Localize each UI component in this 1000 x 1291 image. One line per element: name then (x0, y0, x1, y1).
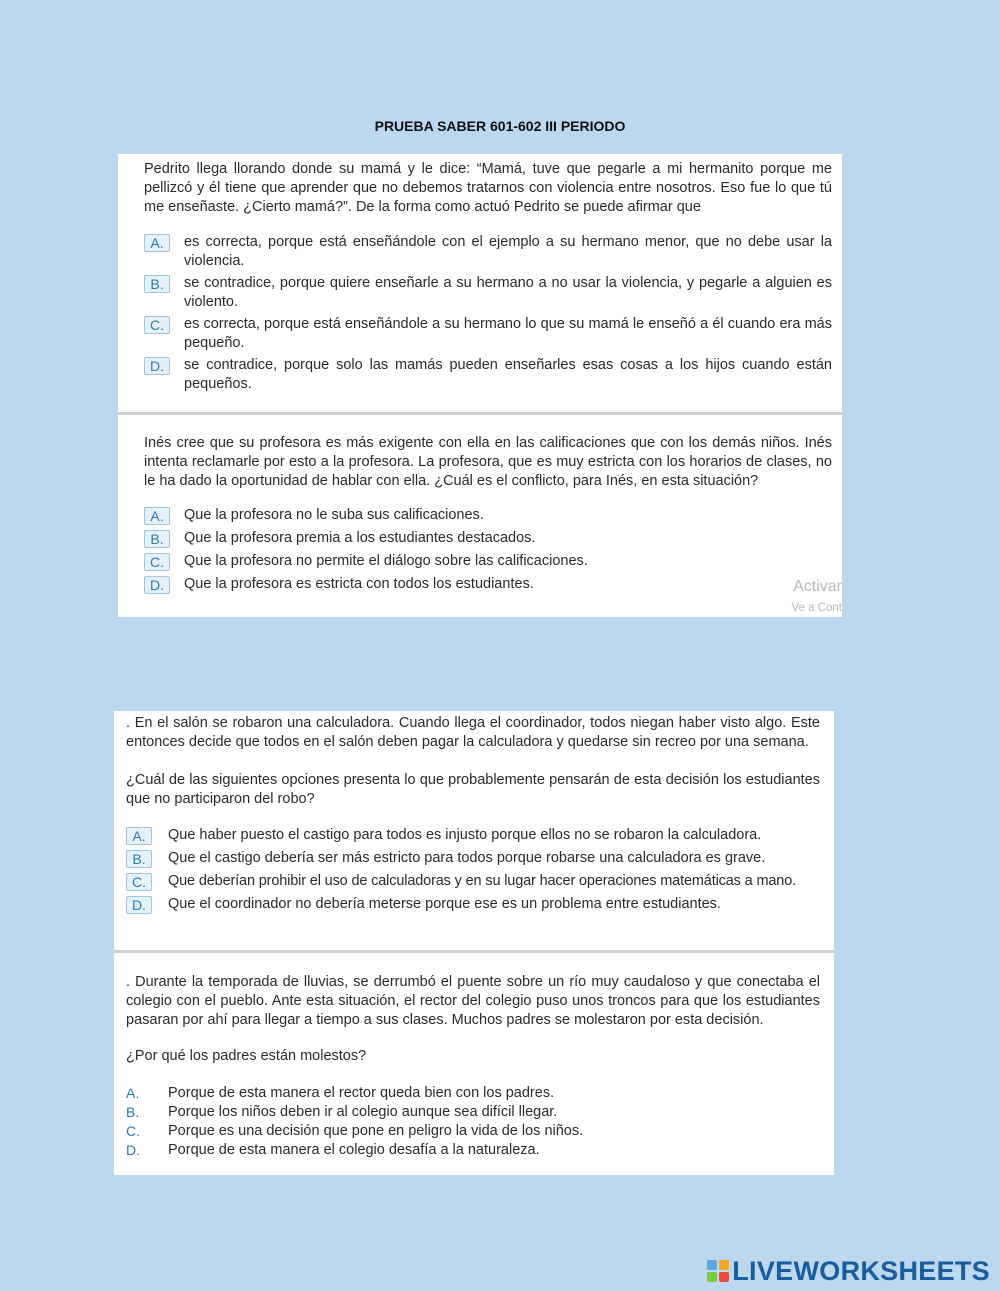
option-d[interactable] (126, 895, 820, 914)
option-letter: C. (126, 873, 152, 891)
question-3-stem: . En el salón se robaron una calculadora. Cuando llega el coordinador, todos niegan haber visto algo. Este entonces decide que todos en el salón deben pagar la calculadora y quedarse sin recreo por una semana. (126, 715, 820, 750)
option-text: Porque los niños deben ir al colegio aunque sea difícil llegar. (168, 1104, 558, 1120)
logo-square (719, 1272, 729, 1282)
option-text: se contradice, porque solo las mamás pueden enseñarles esas cosas a los hijos cuando están pequeños. (184, 357, 832, 392)
liveworksheets-logo[interactable] (707, 1254, 990, 1288)
question-2-panel (118, 415, 842, 617)
question-4-panel (114, 953, 834, 1175)
logo-square (719, 1260, 729, 1270)
option-letter: C. (144, 316, 170, 334)
option-c[interactable] (126, 872, 820, 891)
option-text: Que el coordinador no debería meterse porque ese es un problema entre estudiantes. (168, 896, 721, 912)
option-text: Que la profesora premia a los estudiantes destacados. (184, 530, 536, 546)
option-text: Porque de esta manera el rector queda bien con los padres. (168, 1085, 555, 1101)
question-3-panel (114, 711, 834, 953)
option-text: Que haber puesto el castigo para todos es injusto porque ellos no se robaron la calculadora. (168, 827, 762, 843)
option-c[interactable] (144, 315, 832, 353)
question-2-stem: Inés cree que su profesora es más exigente con ella en las calificaciones que con los demás niños. Inés intenta reclamarle por esto a la profesora. La profesora, que es muy estricta con los horarios de clases, no le ha dado la oportunidad de hablar con ella. ¿Cuál es el conflicto, para Inés, en esta situación? (144, 435, 832, 489)
option-c[interactable] (126, 1122, 820, 1141)
logo-icon (707, 1260, 729, 1282)
option-a[interactable] (144, 233, 832, 271)
question-1-stem: Pedrito llega llorando donde su mamá y le dice: “Mamá, tuve que pegarle a mi hermanito porque me pellizcó y él tiene que aprender que no debemos tratarnos con violencia entre nosotros. Eso fue lo que tú me enseñaste. ¿Cierto mamá?”. De la forma como actuó Pedrito se puede afirmar que (144, 161, 832, 215)
option-d[interactable] (144, 356, 832, 394)
option-letter: C. (144, 553, 170, 571)
option-letter: D. (126, 896, 152, 914)
option-b[interactable] (144, 274, 832, 312)
option-text: Que la profesora no permite el diálogo sobre las calificaciones. (184, 553, 588, 569)
question-4-stem: . Durante la temporada de lluvias, se derrumbó el puente sobre un río muy caudaloso y que conectaba el colegio con el pueblo. Ante esta situación, el rector del colegio puso unos troncos para que los estudiantes pasaran por ahí para llegar a tiempo a sus clases. Muchos padres se molestaron por esta decisión. (126, 974, 820, 1028)
option-letter: A. (126, 1085, 140, 1101)
question-3-options (126, 826, 820, 914)
question-1-options (144, 233, 832, 394)
logo-text: LIVEWORKSHEETS (732, 1255, 990, 1286)
option-letter: B. (126, 850, 152, 868)
option-b[interactable] (126, 1103, 820, 1122)
question-2-options (144, 506, 832, 594)
option-text: Porque de esta manera el colegio desafía a la naturaleza. (168, 1142, 540, 1158)
option-letter: A. (144, 234, 170, 252)
option-letter: C. (126, 1123, 140, 1139)
option-letter: B. (144, 275, 170, 293)
question-3-prompt: ¿Cuál de las siguientes opciones presenta lo que probablemente pensarán de esta decisión los estudiantes que no participaron del robo? (126, 772, 820, 807)
option-text: Porque es una decisión que pone en peligro la vida de los niños. (168, 1123, 584, 1139)
activation-watermark-sub: Ve a Cont (791, 602, 842, 614)
question-4-prompt: ¿Por qué los padres están molestos? (126, 1048, 367, 1064)
option-letter: B. (144, 530, 170, 548)
logo-square (707, 1260, 717, 1270)
option-letter: D. (144, 576, 170, 594)
option-letter: D. (126, 1142, 140, 1158)
option-letter: A. (126, 827, 152, 845)
option-text: es correcta, porque está enseñándole con el ejemplo a su hermano menor, que no debe usar la violencia. (184, 234, 832, 269)
option-letter: B. (126, 1104, 140, 1120)
option-c[interactable] (144, 552, 832, 571)
option-text: Que el castigo debería ser más estricto para todos porque robarse una calculadora es grave. (168, 850, 766, 866)
option-letter: A. (144, 507, 170, 525)
option-a[interactable] (144, 506, 832, 525)
option-d[interactable] (126, 1141, 820, 1160)
option-text: Que la profesora es estricta con todos los estudiantes. (184, 576, 534, 592)
option-text: Que deberían prohibir el uso de calculadoras y en su lugar hacer operaciones matemáticas a mano. (168, 873, 796, 889)
option-text: Que la profesora no le suba sus calificaciones. (184, 507, 484, 523)
page-title: PRUEBA SABER 601-602 III PERIODO (374, 118, 626, 134)
option-text: se contradice, porque quiere enseñarle a su hermano a no usar la violencia, y pegarle a alguien es violento. (184, 275, 832, 310)
question-1-panel (118, 154, 842, 415)
option-a[interactable] (126, 826, 820, 845)
option-letter: D. (144, 357, 170, 375)
option-b[interactable] (126, 849, 820, 868)
option-text: es correcta, porque está enseñándole a su hermano lo que su mamá le enseñó a él cuando era más pequeño. (184, 316, 832, 351)
logo-square (707, 1272, 717, 1282)
question-4-options (126, 1084, 820, 1160)
activation-watermark: Activar (793, 578, 842, 595)
option-d[interactable] (144, 575, 832, 594)
option-b[interactable] (144, 529, 832, 548)
option-a[interactable] (126, 1084, 820, 1103)
